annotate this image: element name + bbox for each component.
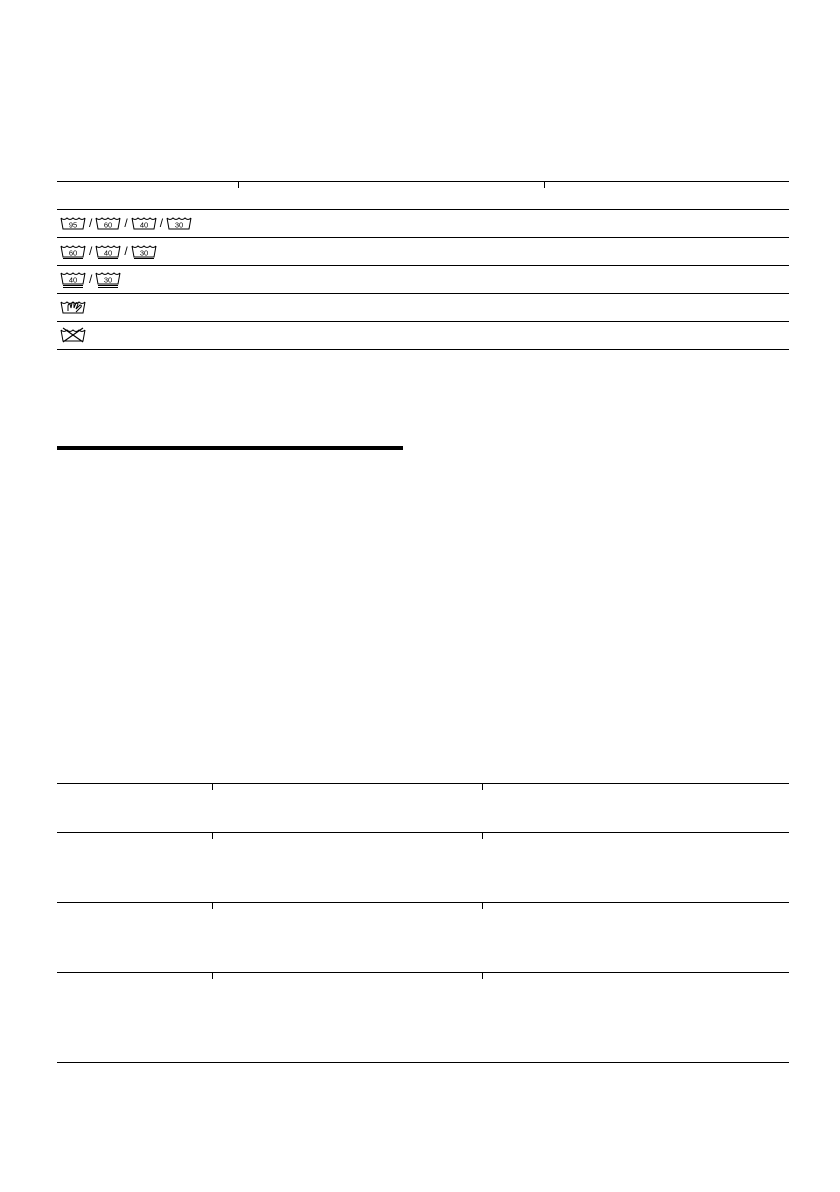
temperature-label: 30: [174, 220, 184, 230]
wash-tub-icon: [131, 243, 157, 260]
table-row-rule: [57, 265, 789, 266]
table-row-rule: [57, 1062, 789, 1063]
wash-tub-icon: [95, 270, 121, 289]
table-row: [60, 269, 121, 289]
column-divider: [482, 783, 483, 790]
column-divider: [212, 902, 213, 909]
table-top-rule: [57, 181, 789, 182]
wash-tub-icon: [166, 215, 192, 231]
wash-tub-icon: [95, 215, 121, 231]
table-row: [60, 297, 86, 317]
wash-tub-icon: [60, 270, 86, 289]
table-row-rule: [57, 902, 789, 903]
temperature-label: 30: [104, 275, 113, 284]
table-row-rule: [57, 832, 789, 833]
hand-wash-icon: [60, 299, 86, 315]
wash-tub-icon: [95, 243, 121, 260]
column-divider: [212, 783, 213, 790]
column-divider: [212, 972, 213, 979]
temperature-label: 40: [68, 275, 78, 284]
symbol-separator: /: [89, 244, 93, 258]
table-row: [60, 241, 157, 261]
symbol-separator: /: [124, 216, 128, 230]
table-row: [60, 325, 86, 345]
column-divider: [212, 832, 213, 839]
table-row-rule: [57, 209, 789, 210]
column-divider: [482, 832, 483, 839]
symbol-separator: /: [89, 216, 93, 230]
table-row-rule: [57, 349, 789, 350]
wash-tub-icon: [60, 243, 86, 260]
column-divider: [482, 902, 483, 909]
do-not-wash-icon: [60, 327, 86, 343]
table-row-rule: [57, 783, 789, 784]
temperature-label: 30: [139, 248, 148, 257]
symbol-separator: /: [159, 216, 164, 230]
temperature-label: 40: [139, 220, 148, 230]
symbol-separator: /: [89, 272, 93, 286]
column-divider: [544, 181, 545, 188]
table-row-rule: [57, 237, 789, 238]
column-divider: [238, 181, 239, 188]
column-divider: [482, 972, 483, 979]
section-heading-rule: [57, 446, 403, 450]
wash-tub-icon: [60, 215, 86, 231]
table-row: [60, 213, 192, 233]
symbol-separator: /: [124, 244, 128, 258]
table-row-rule: [57, 321, 789, 322]
temperature-label: 60: [68, 248, 78, 257]
table-row-rule: [57, 972, 789, 973]
temperature-label: 40: [104, 248, 113, 257]
temperature-label: 60: [104, 220, 113, 230]
table-row-rule: [57, 293, 789, 294]
temperature-label: 95: [68, 220, 78, 230]
wash-tub-icon: [131, 215, 157, 231]
